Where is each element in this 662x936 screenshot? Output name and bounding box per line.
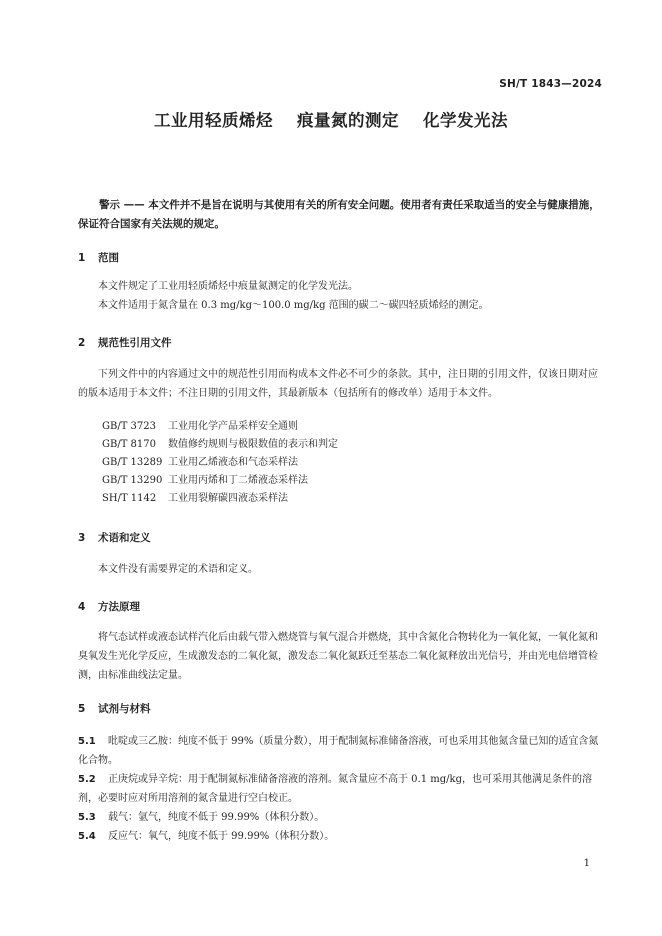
clause (78, 732, 602, 770)
clause-text: 吡啶或三乙胺：纯度不低于 99%（质量分数），用于配制氮标准储备溶液，可也采用其他氮含量已知的适宜含氮化合物。 (78, 736, 599, 766)
section-number: 2 (78, 337, 86, 349)
title-part-3: 化学发光法 (423, 111, 508, 130)
reference-code: SH/T 1142 (102, 493, 157, 504)
section-number: 5 (78, 703, 86, 715)
title-part-1: 工业用轻质烯烃 (154, 111, 273, 130)
reference-item (102, 418, 298, 436)
page-number: 1 (583, 858, 590, 869)
section-number: 3 (78, 532, 86, 544)
document-title (0, 107, 662, 131)
paragraph: 本文件适用于氮含量在 0.3 mg/kg～100.0 mg/kg 范围的碳二～碳四轻质烯烃的测定。 (98, 300, 489, 311)
clause-number: 5.1 (78, 736, 96, 747)
reference-item (102, 454, 298, 472)
section-heading-5 (78, 701, 151, 716)
standard-code: SH/T 1843—2024 (499, 78, 602, 90)
reference-name: 工业用裂解碳四液态采样法 (168, 493, 288, 504)
paragraph: 将气态试样或液态试样汽化后由载气带入燃烧管与氧气混合并燃烧，其中含氮化合物转化为一氧化氮，一氧化氮和臭氧发生光化学反应，生成激发态的二氧化氮，激发态二氧化氮跃迁至基态二氧化氮释放出光信号，并由光电倍增管检测，由标准曲线法定量。 (78, 632, 598, 681)
clause (78, 808, 602, 827)
paragraph: 本文件没有需要界定的术语和定义。 (98, 564, 258, 575)
clause (78, 770, 602, 808)
paragraph: 下列文件中的内容通过文中的规范性引用而构成本文件必不可少的条款。其中，注日期的引用文件，仅该日期对应的版本适用于本文件；不注日期的引用文件，其最新版本（包括所有的修改单）适用于本文件。 (78, 369, 598, 399)
reference-item (102, 436, 338, 454)
clause-number: 5.3 (78, 812, 96, 823)
section-heading-4 (78, 599, 140, 614)
section-number: 1 (78, 252, 86, 264)
clause-number: 5.4 (78, 831, 96, 842)
clause-text: 载气：氩气，纯度不低于 99.99%（体积分数）。 (108, 812, 325, 823)
section-title: 方法原理 (98, 601, 140, 613)
section-title: 术语和定义 (98, 532, 151, 544)
safety-warning: 警示 —— 本文件并不是旨在说明与其使用有关的所有安全问题。使用者有责任采取适当的安全与健康措施，保证符合国家有关法规的规定。 (78, 199, 600, 230)
reference-code: GB/T 13290 (102, 475, 163, 486)
section-heading-1 (78, 250, 119, 265)
section-title: 试剂与材料 (98, 703, 151, 715)
section-title: 规范性引用文件 (98, 337, 172, 349)
reference-code: GB/T 3723 (102, 421, 157, 432)
section-title: 范围 (98, 252, 119, 264)
reference-name: 工业用丙烯和丁二烯液态采样法 (168, 475, 308, 486)
reference-item (102, 490, 288, 508)
section-heading-3 (78, 530, 151, 545)
clause-text: 正庚烷或异辛烷：用于配制氮标准储备溶液的溶剂。氮含量应不高于 0.1 mg/kg，也可采用其他满足条件的溶剂，必要时应对所用溶剂的氮含量进行空白校正。 (78, 774, 592, 804)
title-part-2: 痕量氮的测定 (297, 111, 399, 130)
clause-number: 5.2 (78, 774, 96, 785)
reference-item (102, 472, 308, 490)
reference-name: 工业用化学产品采样安全通则 (168, 421, 298, 432)
section-number: 4 (78, 601, 86, 613)
reference-name: 工业用乙烯液态和气态采样法 (168, 457, 298, 468)
clause (78, 827, 602, 846)
reference-code: GB/T 8170 (102, 439, 157, 450)
reference-name: 数值修约规则与极限数值的表示和判定 (168, 439, 338, 450)
section-heading-2 (78, 335, 172, 350)
clause-text: 反应气：氧气，纯度不低于 99.99%（体积分数）。 (108, 831, 335, 842)
paragraph: 本文件规定了工业用轻质烯烃中痕量氮测定的化学发光法。 (98, 281, 358, 292)
reference-code: GB/T 13289 (102, 457, 163, 468)
